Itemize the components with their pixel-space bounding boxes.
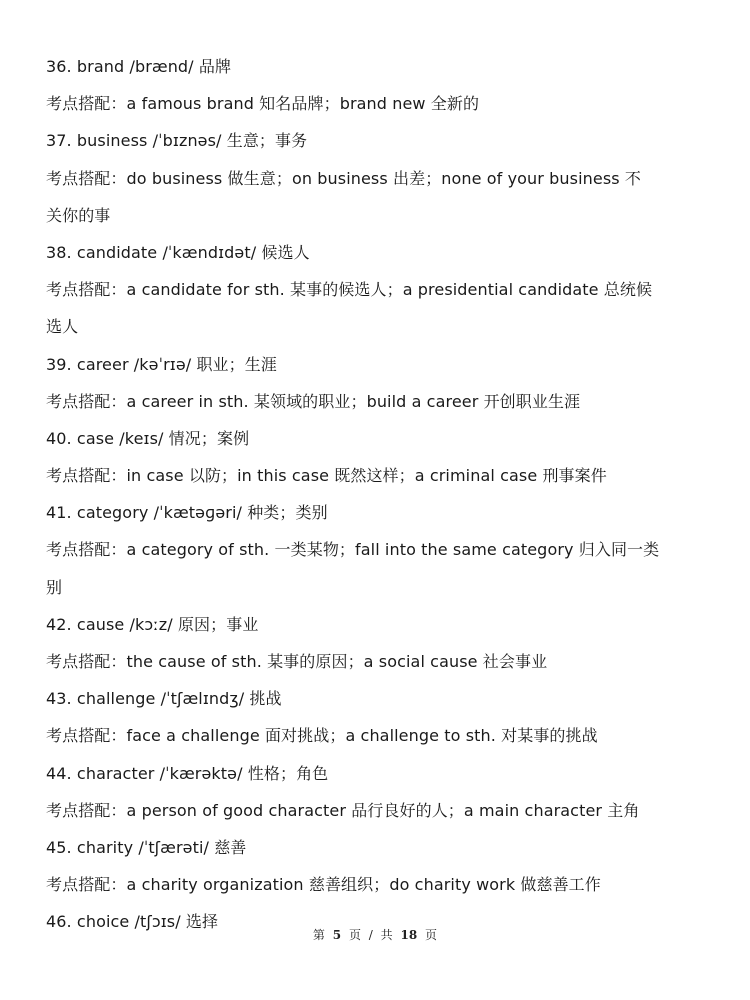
footer-total-prefix: 共 <box>380 928 393 942</box>
collocation-line: 考点搭配：do business 做生意；on business 出差；none of your business 不 <box>46 168 641 188</box>
headword-line: 44. character /ˈkærəktə/ 性格；角色 <box>46 763 329 783</box>
collocation-line-continued: 别 <box>46 577 63 597</box>
collocation-line: 考点搭配：a charity organization 慈善组织；do charity work 做慈善工作 <box>46 875 601 895</box>
headword-line: 43. challenge /ˈtʃælɪndʒ/ 挑战 <box>46 689 282 709</box>
collocation-line: 考点搭配：face a challenge 面对挑战；a challenge to sth. 对某事的挑战 <box>46 726 598 746</box>
vocabulary-list <box>46 48 710 941</box>
collocation-line-continued: 选人 <box>46 317 79 337</box>
headword-line: 42. cause /kɔːz/ 原因；事业 <box>46 614 259 634</box>
collocation-line: 考点搭配：a category of sth. 一类某物；fall into the same category 归入同一类 <box>46 540 660 560</box>
footer-total-unit: 页 <box>425 928 438 942</box>
headword-line: 36. brand /brænd/ 品牌 <box>46 57 232 76</box>
headword-line: 39. career /kəˈrɪə/ 职业；生涯 <box>46 354 277 374</box>
footer-separator: / <box>368 928 373 942</box>
collocation-line: 考点搭配：a candidate for sth. 某事的候选人；a presidential candidate 总统候 <box>46 280 653 300</box>
headword-line: 46. choice /tʃɔɪs/ 选择 <box>46 912 219 932</box>
headword-line: 38. candidate /ˈkændɪdət/ 候选人 <box>46 242 310 262</box>
headword-line: 45. charity /ˈtʃærəti/ 慈善 <box>46 837 247 857</box>
collocation-line: 考点搭配：a career in sth. 某领域的职业；build a career 开创职业生涯 <box>46 391 581 411</box>
collocation-line: 考点搭配：a person of good character 品行良好的人；a main character 主角 <box>46 800 640 820</box>
footer-prefix: 第 <box>312 928 325 942</box>
collocation-line: 考点搭配：the cause of sth. 某事的原因；a social cause 社会事业 <box>46 652 548 671</box>
headword-line: 41. category /ˈkætəɡəri/ 种类；类别 <box>46 503 328 523</box>
headword-line: 40. case /keɪs/ 情况；案例 <box>46 428 250 448</box>
collocation-line-continued: 关你的事 <box>46 205 111 225</box>
footer-page-number: 5 <box>332 928 342 942</box>
headword-line: 37. business /ˈbɪznəs/ 生意；事务 <box>46 131 308 151</box>
page-footer <box>0 926 750 943</box>
collocation-line: 考点搭配：in case 以防；in this case 既然这样；a criminal case 刑事案件 <box>46 466 607 486</box>
footer-total-pages: 18 <box>400 928 418 942</box>
collocation-line: 考点搭配：a famous brand 知名品牌；brand new 全新的 <box>46 94 480 114</box>
footer-page-unit: 页 <box>348 928 361 942</box>
